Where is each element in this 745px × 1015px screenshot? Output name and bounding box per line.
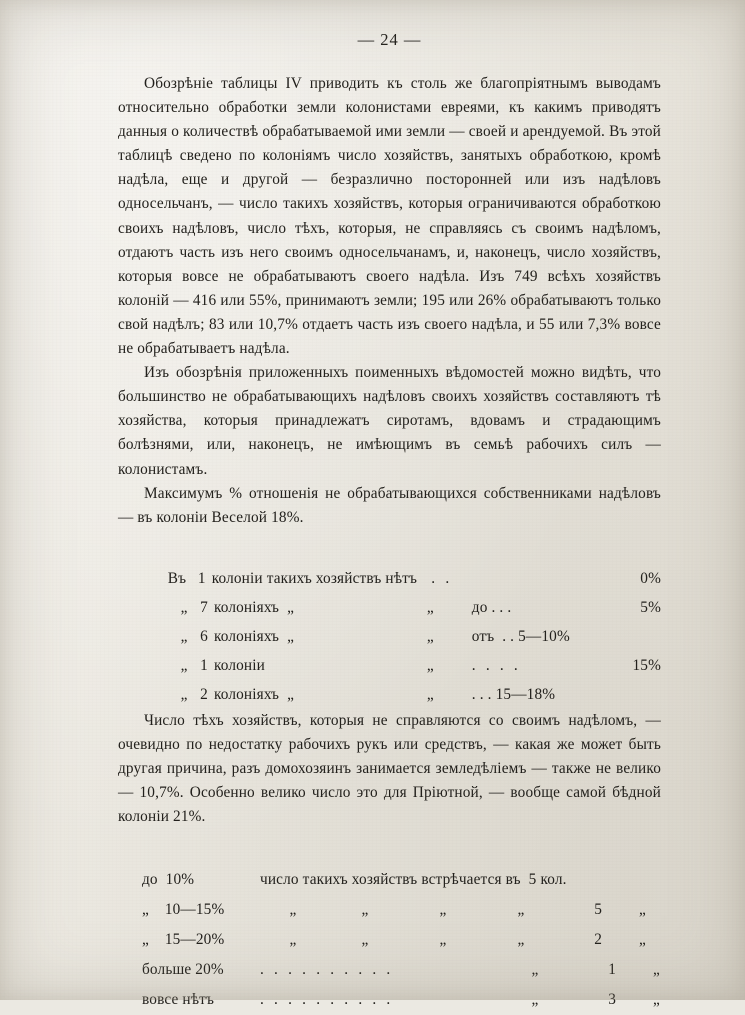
- table-row: [118, 651, 661, 680]
- row-count: 6: [200, 627, 208, 645]
- row-ditto-3: „: [439, 931, 447, 949]
- table-row: [118, 895, 661, 925]
- row-label: колоніи: [213, 656, 265, 674]
- row-range: до 10%: [142, 871, 195, 889]
- row-count: 2: [200, 685, 208, 703]
- table-shares: [118, 865, 661, 1015]
- row-prefix: „: [180, 627, 188, 645]
- row-unit: „: [653, 961, 660, 979]
- row-label: колоніяхъ „: [213, 685, 295, 703]
- row-range: отъ . . 5—10%: [471, 627, 570, 645]
- table-row: [118, 593, 661, 622]
- paragraph-4: Число тѣхъ хозяйствъ, которыя не справляются со своимъ надѣломъ, — очевидно по недостатку рабочихъ рукъ или средствъ, — какая же может быть другая причина, разъ домохозяинъ занимается земледѣліемъ — также не велико — 10,7%. Особенно велико число это для Пріютной, — вообще самой бѣдной колоніи 21%.: [118, 711, 661, 826]
- row-label: колоніяхъ „: [213, 627, 295, 645]
- row-unit: „: [639, 931, 646, 949]
- row-ditto-4: „: [517, 931, 525, 949]
- row-unit: „: [639, 901, 646, 919]
- row-prefix: „: [180, 685, 188, 703]
- paragraph-3: Максимумъ % отношенія не обрабатывающихся собственниками надѣловъ — въ колоніи Веселой 18%.: [118, 484, 661, 526]
- row-value: 5%: [640, 598, 661, 616]
- row-ditto-4: „: [517, 901, 525, 919]
- row-leader: „: [426, 627, 437, 645]
- row-value: 0%: [640, 569, 661, 587]
- page-number: — 24 —: [357, 30, 422, 49]
- row-ditto-4: „: [531, 991, 539, 1009]
- table-row: [118, 564, 661, 593]
- table-row: [118, 622, 661, 651]
- row-prefix: „: [180, 598, 188, 616]
- row-value: 15%: [632, 656, 661, 674]
- row-value: 2: [594, 931, 602, 949]
- row-ditto-4: „: [531, 961, 539, 979]
- row-ditto-2: „: [361, 931, 369, 949]
- row-leader: „: [426, 656, 437, 674]
- row-ditto-3: „: [439, 901, 447, 919]
- row-label: колоніи такихъ хозяйствъ нѣтъ: [211, 569, 418, 587]
- row-ditto-2: „: [361, 901, 369, 919]
- row-prefix: „: [180, 656, 188, 674]
- row-ditto-1: „: [289, 931, 297, 949]
- row-value: 3: [608, 991, 616, 1009]
- table-row: [118, 680, 661, 709]
- paragraph-2: Изъ обозрѣнія приложенныхъ поименныхъ вѣдомостей можно видѣть, что большинство не обрабатывающихъ надѣловъ своихъ хозяйствъ составляютъ тѣ хозяйства, которыя принадлежатъ сиротамъ, вдовамъ и страдающимъ болѣзнями, или, наконецъ, не имѣющимъ въ семьѣ рабочихъ силъ — колонистамъ.: [118, 364, 661, 478]
- row-range: „ 10—15%: [142, 901, 225, 919]
- row-leader: „: [426, 598, 437, 616]
- row-range: . . . 15—18%: [471, 685, 556, 703]
- row-count: 7: [200, 598, 208, 616]
- row-value: 1: [608, 961, 616, 979]
- table-row: [118, 955, 661, 985]
- table-colonies: [118, 564, 661, 709]
- row-range: больше 20%: [142, 961, 224, 979]
- table-row: [118, 985, 661, 1015]
- row-ditto-1: „: [289, 901, 297, 919]
- row-range: вовсе нѣтъ: [142, 991, 215, 1009]
- row-leader: . . . . . . . . . .: [260, 991, 394, 1009]
- row-leader: . .: [431, 569, 453, 587]
- row-label: число такихъ хозяйствъ встрѣчается въ 5 кол.: [260, 871, 567, 889]
- row-prefix: Въ: [167, 569, 187, 587]
- row-range: . . . .: [471, 656, 521, 674]
- row-label: колоніяхъ „: [213, 598, 295, 616]
- row-unit: „: [653, 991, 660, 1009]
- row-range: „ 15—20%: [142, 931, 225, 949]
- paragraph-1: Обозрѣніе таблицы IV приводить къ столь же благопріятнымъ выводамъ относительно обработки земли колонистами евреями, къ какимъ приводятъ данныя о количествѣ обрабатываемой ими земли — своей и арендуемой. Въ этой таблицѣ сведено по колоніямъ число хозяйствъ, занятыхъ обработкою, кромѣ надѣла, еще и другой — безразлично посторонней или изъ надѣловъ односельчанъ, — число такихъ хозяйствъ, которыя ограничиваются обработкою своихъ надѣловъ, число тѣхъ, которыя, не справляясь съ своимъ надѣломъ, отдаютъ часть изъ него своимъ односельчанамъ, и, наконецъ, число хозяйствъ, которыя вовсе не обрабатываютъ своего надѣла. Изъ 749 всѣхъ хозяйствъ колоній — 416 или 55%, принимаютъ земли; 195 или 26% обрабатываютъ только свой надѣлъ; 83 или 10,7% отдаетъ часть изъ своего надѣла, и 55 или 7,3% вовсе не обрабатываетъ надѣла.: [118, 75, 661, 358]
- row-leader: „: [426, 685, 437, 703]
- row-leader: . . . . . . . . . .: [260, 961, 394, 979]
- row-range: до . . .: [471, 598, 512, 616]
- row-count: 1: [197, 569, 206, 587]
- table-row: [118, 925, 661, 955]
- table-row: [118, 865, 661, 895]
- row-value: 5: [594, 901, 602, 919]
- row-count: 1: [200, 656, 208, 674]
